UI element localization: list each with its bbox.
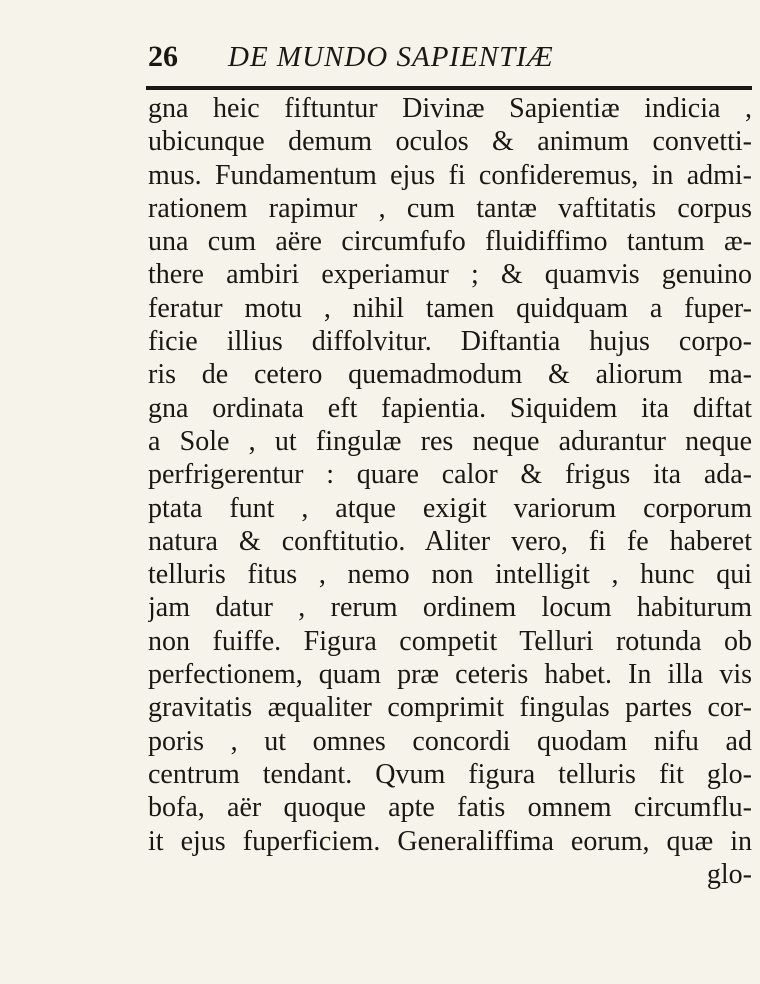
text-line: perfrigerentur : quare calor & frigus ita ada- bbox=[148, 459, 752, 491]
body-text bbox=[148, 92, 752, 891]
text-line: una cum aëre circumfufo fluidiffimo tantum æ- bbox=[148, 226, 752, 258]
text-line: centrum tendant. Qvum figura telluris fit glo- bbox=[148, 758, 752, 790]
text-line: ris de cetero quemadmodum & aliorum ma- bbox=[148, 359, 752, 391]
text-line: ptata funt , atque exigit variorum corporum bbox=[148, 492, 752, 524]
text-line: gna ordinata eft fapientia. Siquidem ita diftat bbox=[148, 392, 752, 424]
text-line: rationem rapimur , cum tantæ vaftitatis corpus bbox=[148, 192, 752, 224]
text-line: there ambiri experiamur ; & quamvis genuino bbox=[148, 259, 752, 291]
text-line: a Sole , ut fingulæ res neque adurantur neque bbox=[148, 425, 752, 457]
text-line: poris , ut omnes concordi quodam nifu ad bbox=[148, 725, 752, 757]
text-line: non fuiffe. Figura competit Telluri rotunda ob bbox=[148, 625, 752, 657]
text-line: telluris fitus , nemo non intelligit , hunc qui bbox=[148, 559, 752, 591]
text-line: gna heic fiftuntur Divinæ Sapientiæ indicia , bbox=[148, 93, 752, 124]
catchword: glo- bbox=[706, 858, 752, 890]
page-number: 26 bbox=[148, 40, 178, 73]
text-line: bofa, aër quoque apte fatis omnem circumflu- bbox=[148, 792, 752, 824]
text-line: jam datur , rerum ordinem locum habiturum bbox=[148, 592, 752, 624]
text-line: perfectionem, quam præ ceteris habet. In illa vis bbox=[148, 659, 752, 691]
text-line: natura & conftitutio. Aliter vero, fi fe haberet bbox=[148, 525, 752, 557]
text-line: ubicunque demum oculos & animum convetti- bbox=[148, 126, 752, 158]
text-line: ficie illius diffolvitur. Diftantia hujus corpo- bbox=[148, 326, 752, 358]
text-line: feratur motu , nihil tamen quidquam a fuper- bbox=[148, 292, 752, 324]
text-line: mus. Fundamentum ejus fi confideremus, in admi- bbox=[148, 159, 752, 191]
text-line: it ejus fuperficiem. Generaliffima eorum, quæ in bbox=[148, 825, 752, 857]
text-line: gravitatis æqualiter comprimit fingulas partes cor- bbox=[148, 692, 752, 724]
page-header bbox=[148, 40, 748, 74]
running-title: DE MUNDO SAPIENTIÆ bbox=[228, 41, 554, 73]
header-rule bbox=[146, 86, 752, 90]
